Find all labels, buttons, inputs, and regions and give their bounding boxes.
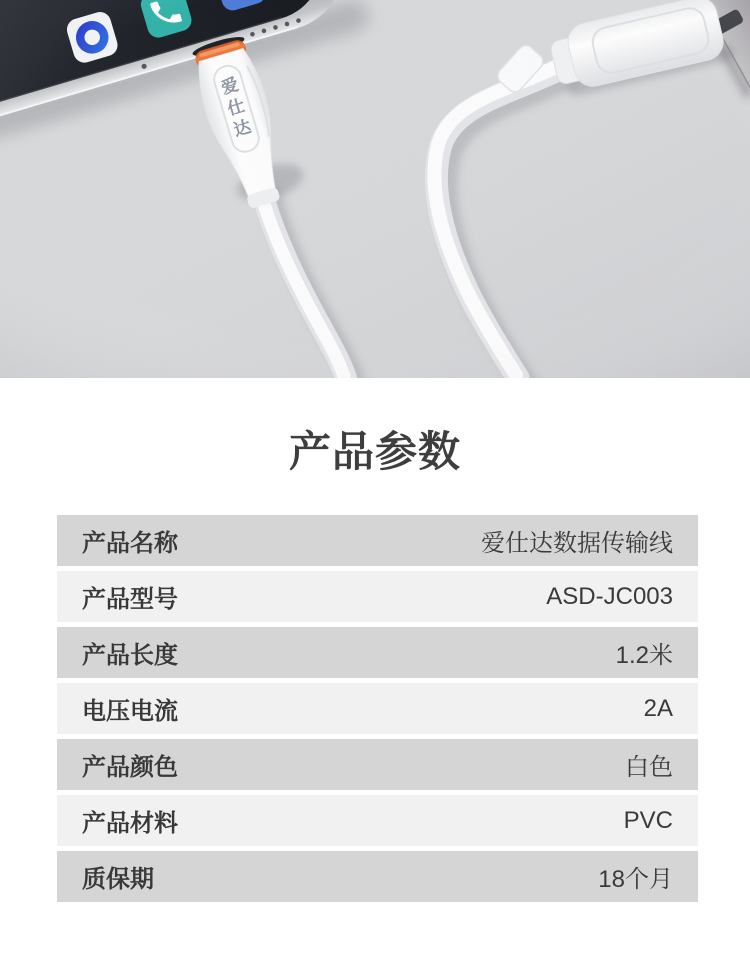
spec-row-value: ASD-JC003: [546, 582, 673, 610]
spec-row-label: 质保期: [82, 866, 154, 893]
spec-row: [57, 683, 698, 734]
spec-row-label: 产品长度: [82, 642, 178, 669]
spec-row: [57, 627, 698, 678]
specs-section-title: 产品参数: [288, 428, 461, 475]
spec-row-value: 1.2米: [615, 642, 673, 669]
spec-row: [57, 851, 698, 902]
spec-row-value: 18个月: [598, 866, 673, 893]
spec-table: [57, 515, 698, 907]
spec-row-label: 产品颜色: [82, 754, 178, 781]
spec-row-label: 产品名称: [82, 530, 178, 557]
spec-row-label: 电压电流: [82, 698, 178, 725]
spec-row-value: 2A: [643, 694, 673, 722]
spec-row: [57, 795, 698, 846]
product-photo: [0, 0, 750, 378]
spec-row-label: 产品材料: [82, 810, 178, 837]
spec-row: [57, 515, 698, 566]
spec-row: [57, 571, 698, 622]
spec-row-value: 爱仕达数据传输线: [481, 530, 673, 557]
spec-row: [57, 739, 698, 790]
spec-row-value: PVC: [623, 806, 673, 834]
spec-row-value: 白色: [625, 754, 673, 781]
photo-vignette: [0, 0, 750, 378]
spec-row-label: 产品型号: [82, 586, 178, 613]
